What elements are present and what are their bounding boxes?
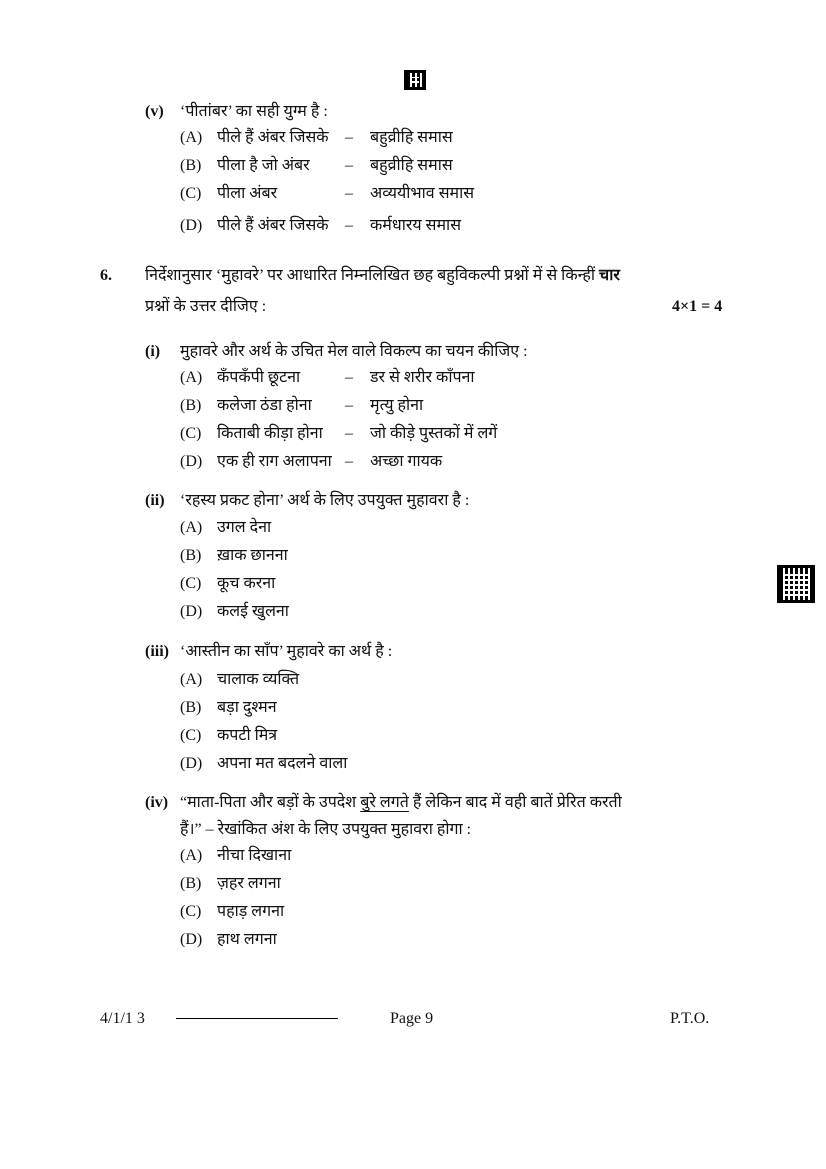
option-text: ख़ाक छानना — [217, 547, 288, 564]
question-label: (v) — [145, 103, 164, 120]
option-text: हाथ लगना — [217, 931, 277, 948]
option-term: कलेजा ठंडा होना — [217, 397, 312, 414]
question-label: (ii) — [145, 492, 165, 509]
question-label: (i) — [145, 343, 161, 360]
option-meaning: जो कीड़े पुस्तकों में लगें — [370, 425, 498, 442]
marks: 4×1 = 4 — [672, 298, 723, 315]
option-text: कलई खुलना — [217, 603, 289, 620]
option-letter: (B) — [180, 699, 202, 716]
option-dash: – — [345, 157, 353, 174]
option-meaning: अव्ययीभाव समास — [370, 185, 475, 202]
option-letter: (A) — [180, 129, 203, 146]
question-6-instruction-line2: प्रश्नों के उत्तर दीजिए : — [145, 298, 267, 315]
option-letter: (D) — [180, 931, 203, 948]
option-term: पीले हैं अंबर जिसके — [217, 217, 329, 234]
option-dash: – — [345, 129, 353, 146]
footer-rule — [176, 1018, 338, 1019]
option-dash: – — [345, 185, 353, 202]
option-meaning: अच्छा गायक — [370, 453, 443, 470]
option-text: नीचा दिखाना — [217, 847, 292, 864]
question-text: मुहावरे और अर्थ के उचित मेल वाले विकल्प का चयन कीजिए : — [180, 343, 528, 360]
option-letter: (D) — [180, 217, 203, 234]
option-letter: (B) — [180, 397, 202, 414]
option-meaning: बहुव्रीहि समास — [370, 157, 453, 174]
qr-code-top — [404, 70, 426, 90]
option-letter: (C) — [180, 185, 202, 202]
option-dash: – — [345, 369, 353, 386]
option-dash: – — [345, 453, 353, 470]
option-term: पीला है जो अंबर — [217, 157, 310, 174]
option-letter: (D) — [180, 603, 203, 620]
footer-page: Page 9 — [390, 1010, 434, 1027]
option-meaning: बहुव्रीहि समास — [370, 129, 453, 146]
question-text-part: “माता-पिता और बड़ों के उपदेश — [180, 794, 361, 811]
footer-code: 4/1/1 3 — [100, 1010, 145, 1027]
option-letter: (A) — [180, 847, 203, 864]
option-dash: – — [345, 217, 353, 234]
option-letter: (B) — [180, 157, 202, 174]
option-text: पहाड़ लगना — [217, 903, 285, 920]
option-letter: (C) — [180, 575, 202, 592]
option-meaning: डर से शरीर काँपना — [370, 369, 475, 386]
option-letter: (A) — [180, 369, 203, 386]
question-label: (iii) — [145, 643, 169, 660]
question-number: 6. — [100, 267, 112, 284]
option-letter: (B) — [180, 547, 202, 564]
option-letter: (C) — [180, 903, 202, 920]
instruction-bold: चार — [599, 267, 620, 284]
option-letter: (A) — [180, 671, 203, 688]
question-text: ‘पीतांबर’ का सही युग्म है : — [180, 103, 328, 120]
option-letter: (C) — [180, 727, 202, 744]
option-term: किताबी कीड़ा होना — [217, 425, 323, 442]
option-text: उगल देना — [217, 519, 272, 536]
option-letter: (D) — [180, 453, 203, 470]
underlined-phrase: बुरे लगते — [360, 794, 409, 811]
question-text: ‘रहस्य प्रकट होना’ अर्थ के लिए उपयुक्त मुहावरा है : — [180, 492, 470, 509]
question-label: (iv) — [145, 794, 169, 811]
option-letter: (B) — [180, 875, 202, 892]
option-text: कूच करना — [217, 575, 276, 592]
option-meaning: मृत्यु होना — [370, 397, 424, 414]
question-text: ‘आस्तीन का साँप’ मुहावरे का अर्थ है : — [180, 643, 393, 660]
option-letter: (D) — [180, 755, 203, 772]
question-text-part: हैं लेकिन बाद में वही बातें प्रेरित करती — [408, 794, 622, 811]
qr-code-side — [777, 565, 815, 603]
option-letter: (C) — [180, 425, 202, 442]
question-6-instruction — [145, 266, 620, 286]
option-dash: – — [345, 425, 353, 442]
instruction-text: निर्देशानुसार ‘मुहावरे’ पर आधारित निम्नलिखित छह बहुविकल्पी प्रश्नों में से किन्हीं — [145, 267, 600, 284]
option-term: पीले हैं अंबर जिसके — [217, 129, 329, 146]
option-text: बड़ा दुश्मन — [217, 699, 277, 716]
option-term: पीला अंबर — [217, 185, 278, 202]
option-text: अपना मत बदलने वाला — [217, 755, 348, 772]
option-text: ज़हर लगना — [217, 875, 281, 892]
option-meaning: कर्मधारय समास — [370, 217, 462, 234]
option-term: एक ही राग अलापना — [217, 453, 332, 470]
option-term: कँपकँपी छूटना — [217, 369, 301, 386]
option-text: कपटी मित्र — [217, 727, 278, 744]
option-letter: (A) — [180, 519, 203, 536]
question-text — [180, 793, 622, 813]
option-text: चालाक व्यक्ति — [217, 671, 300, 688]
question-text-line2: हैं।” – रेखांकित अंश के लिए उपयुक्त मुहावरा होगा : — [180, 821, 472, 838]
footer-pto: P.T.O. — [670, 1010, 710, 1027]
option-dash: – — [345, 397, 353, 414]
